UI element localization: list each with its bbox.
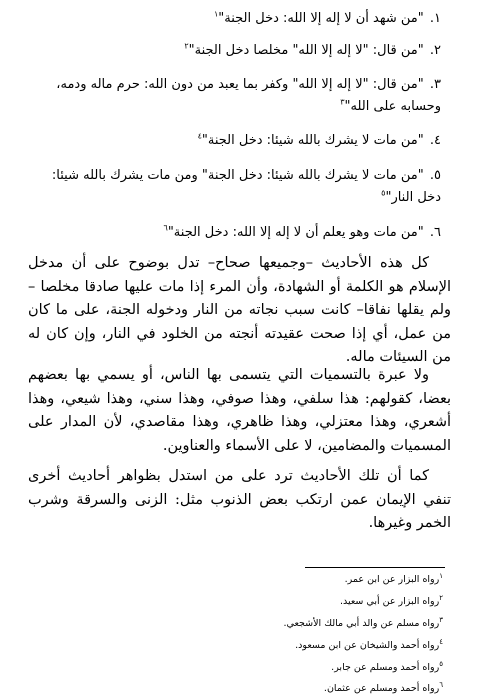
footnote-number: ٢ <box>439 593 443 602</box>
body-paragraph: كما أن تلك الأحاديث ترد على من استدل بظواهر أحاديث أخرى تنفي الإيمان عمن ارتكب بعض الذنوب مثل: الزنى والسرقة وشرب الخمر وغيرها. <box>28 468 451 532</box>
footnote <box>30 593 443 608</box>
hadith-item <box>0 40 483 62</box>
footnote <box>30 615 443 630</box>
hadith-item <box>0 222 483 244</box>
hadith-number: ٥. <box>429 168 441 183</box>
footnote-text: رواه أحمد والشيخان عن ابن مسعود. <box>295 640 440 651</box>
hadith-number: ٣. <box>429 77 441 92</box>
footnote-number: ٥ <box>439 659 443 668</box>
footnote-ref: ٥ <box>381 188 386 198</box>
hadith-number: ٤. <box>429 133 441 148</box>
footnote-ref: ٤ <box>197 131 202 141</box>
footnote <box>30 659 443 674</box>
footnote <box>30 571 443 586</box>
hadith-text: "من قال: "لا إله إلا الله" وكفر بما يعبد من دون الله: حرم ماله ودمه، وحسابه على الله" <box>56 77 441 114</box>
hadith-text: "من مات وهو يعلم أن لا إله إلا الله: دخل الجنة" <box>167 225 424 240</box>
hadith-item <box>0 74 483 118</box>
footnote-number: ٦ <box>439 680 443 689</box>
body-paragraph: ولا عبرة بالتسميات التي يتسمى بها الناس، أو يسمي بها بعضهم بعضا، كقولهم: هذا سلفي، وهذا صوفي، وهذا سني، وهذا شيعي، وهذا أشعري، وهذا معتزلي، وهذا ظاهري، وهذا مقاصدي، لأن المدار على المسميات والمضامين، لا على الأسماء والعناوين. <box>28 367 451 454</box>
footnote-text: رواه مسلم عن والد أبي مالك الأشجعي. <box>283 618 440 629</box>
footnote-text: رواه البزار عن ابن عمر. <box>344 574 440 585</box>
hadith-item <box>0 165 483 209</box>
footnote-number: ٤ <box>439 637 443 646</box>
footnote-ref: ٦ <box>163 223 168 233</box>
footnote <box>30 680 443 695</box>
footnote-separator <box>305 567 445 568</box>
hadith-item <box>0 8 483 30</box>
hadith-text: "من مات لا يشرك بالله شيئا: دخل الجنة" ومن مات يشرك بالله شيئا: دخل النار" <box>51 168 441 205</box>
footnote-text: رواه البزار عن أبي سعيد. <box>339 596 440 607</box>
footnote-ref: ٢ <box>184 41 189 51</box>
footnote <box>30 637 443 652</box>
footnote-number: ٣ <box>439 615 443 624</box>
hadith-number: ٢. <box>429 43 441 58</box>
hadith-number: ١. <box>429 11 441 26</box>
hadith-text: "من مات لا يشرك بالله شيئا: دخل الجنة" <box>201 133 424 148</box>
hadith-text: "من شهد أن لا إله إلا الله: دخل الجنة" <box>218 11 424 26</box>
body-paragraph: كل هذه الأحاديث –وجميعها صحاح– تدل بوضوح على أن مدخل الإسلام هو الكلمة أو الشهادة، وأن المرء إذا مات عليها صادقا مخلصا –ولم يقلها نفاقا– كانت سبب نجاته من النار ودخوله الجنة، على ما كان من عمل، أي إذا صحت عقيدته أنجته من الخلود في النار، وإن كان له من السيئات ماله. <box>28 255 451 366</box>
footnote-text: رواه أحمد ومسلم عن عثمان. <box>323 683 440 694</box>
footnote-ref: ١ <box>213 9 219 19</box>
hadith-number: ٦. <box>429 225 441 240</box>
footnote-number: ١ <box>439 571 443 580</box>
footnote-text: رواه أحمد ومسلم عن جابر. <box>331 662 440 673</box>
hadith-text: "من قال: "لا إله إلا الله" مخلصا دخل الجنة" <box>188 43 424 58</box>
footnote-ref: ٣ <box>340 97 345 107</box>
hadith-item <box>0 130 483 152</box>
